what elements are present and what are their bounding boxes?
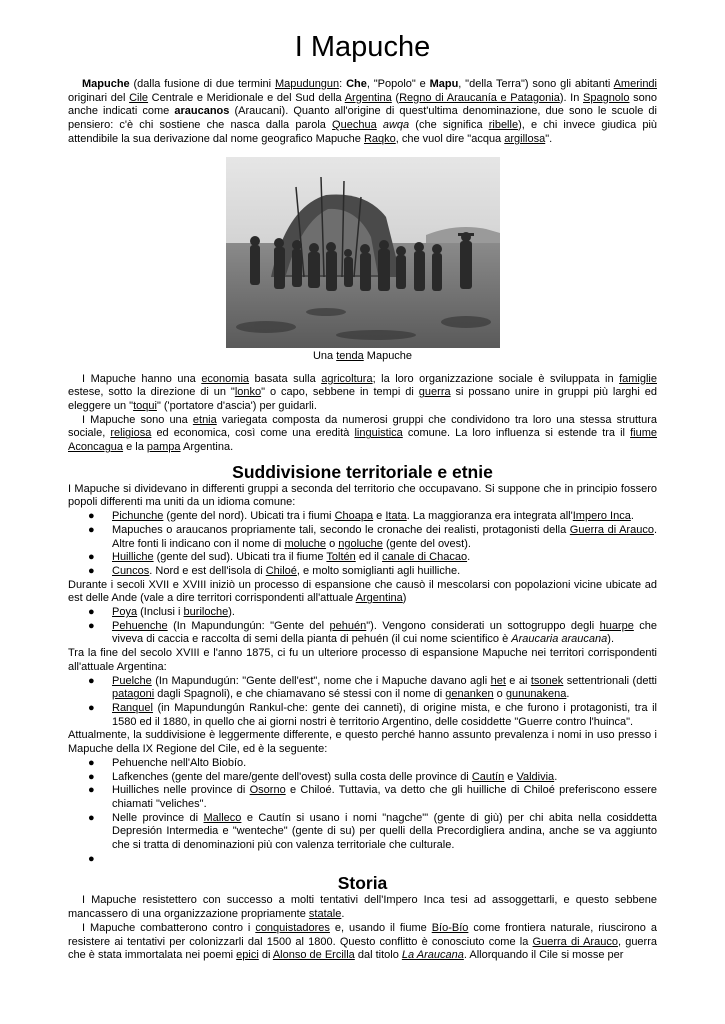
text-run: "). Vengono considerati un sottogruppo degli (366, 619, 600, 632)
text-run: (Inclusi i (137, 606, 184, 619)
wiki-link[interactable]: Ranquel (112, 701, 153, 714)
bullet-icon: ● (88, 784, 95, 797)
text-run: ). (228, 606, 235, 619)
text-run: Mapu (429, 78, 459, 90)
text-run: . (630, 510, 634, 523)
text-run: : (339, 78, 347, 90)
list-item (68, 812, 657, 853)
text-run: e la (123, 441, 147, 454)
text-run: Mapuche (363, 349, 413, 362)
groups-list-2 (68, 606, 657, 647)
text-run: ". (545, 132, 553, 145)
text-run: . Nord e est dell'isola di (149, 564, 266, 577)
section-heading-history: Storia (337, 873, 388, 894)
list-item (68, 853, 657, 867)
wiki-link[interactable]: Choapa (334, 510, 374, 523)
wiki-link[interactable]: linguistica (354, 427, 403, 440)
wiki-link[interactable]: Cautín (471, 770, 505, 783)
wiki-link[interactable]: pampa (146, 441, 181, 454)
text-run: (gente del ovest). (382, 537, 471, 550)
text-run: Mapuche (82, 78, 130, 90)
text-run: basata sulla (249, 372, 322, 385)
wiki-link[interactable]: ribelle (488, 119, 519, 132)
text-run: e (373, 510, 386, 523)
bullet-icon: ● (88, 701, 95, 714)
text-run: o (493, 688, 506, 701)
list-item (68, 784, 657, 811)
wiki-link[interactable]: gununakena (505, 688, 567, 701)
current-division-paragraph: Attualmente, la suddivisione è leggermente differente, e questo perché hanno assunto prevalenza i nomi in uso presso i Mapuche della IX Regione del Cile, ed è la seguente: (68, 729, 657, 756)
text-run: ( (391, 91, 400, 104)
bullet-icon: ● (88, 756, 95, 769)
text-run: I Mapuche combatterono contro i (82, 921, 256, 934)
text-run: Nelle province di (112, 811, 204, 824)
text-run: , che vuol dire "acqua (395, 132, 505, 145)
text-run: e ai (505, 674, 531, 687)
text-run: dal titolo (354, 949, 402, 962)
text-run: comune. La loro influenza si estende tra il (402, 427, 631, 440)
wiki-link[interactable]: La Araucana (401, 949, 464, 962)
wiki-link[interactable]: argillosa (504, 132, 546, 145)
list-item (68, 510, 657, 524)
text-run: ). (607, 633, 615, 646)
wiki-link[interactable]: canale di Chacao (382, 551, 468, 564)
territory-lead-paragraph: I Mapuche si dividevano in differenti gruppi a seconda del territorio che occupavano. Si suppone che in principio fossero popoli differenti ma uniti da un idioma comune: (68, 482, 657, 509)
list-item (68, 620, 657, 647)
wiki-link[interactable]: lonko (234, 386, 262, 399)
text-run: Lafkenches (gente del mare/gente dell'ovest) sulla costa delle province di (112, 770, 472, 783)
text-run: I Mapuche sono una (82, 413, 193, 426)
wiki-link[interactable]: Poya (112, 606, 138, 619)
wiki-link[interactable]: toqui (133, 399, 157, 412)
text-run: (in Mapundungún Rankul-che: gente dei canneti), di origine mista, e che furono i protagonisti, tra il 1580 ed il 1880, in quello che ai giorni nostri è territorio Argentino, delle cosiddette "Guerre contro l'huinca". (112, 701, 657, 728)
text-run: di (258, 949, 273, 962)
text-run: . La maggioranza era integrata all' (406, 510, 573, 523)
wiki-link[interactable]: tsonek (530, 674, 564, 687)
bullet-icon: ● (88, 523, 95, 536)
text-run: o (326, 537, 339, 550)
wiki-link[interactable]: Spagnolo (583, 91, 630, 104)
text-run: Centrale e Meridionale e del Sud della (148, 91, 345, 104)
text-run: I Mapuche hanno una (82, 372, 202, 385)
text-run: e, usando il fiume (329, 921, 432, 934)
wiki-link[interactable]: Valdivia (516, 770, 555, 783)
text-run: I Mapuche resistettero con successo a molti tentativi dell'Impero Inca tesi ad assoggettarli, e questo sebbene mancassero di una organizzazione propriamente (68, 894, 657, 921)
text-run: . (467, 551, 471, 564)
expansion-paragraph-1 (68, 579, 657, 606)
wiki-link[interactable]: Argentina (344, 91, 392, 104)
wiki-link[interactable]: Puelche (112, 674, 152, 687)
text-run: (Araucani). Quanto all'origine di quest'ultima denominazione, due sono le scuole di pensiero: c'è chi sostiene che nasca dalla parola (68, 105, 657, 132)
text-run: si possano unire in gruppi più larghi ed eleggere un " (68, 386, 657, 412)
text-run: che viveva di caccia e raccolta di semi della pianta di pehuén (il cui nome scientifico è (112, 619, 657, 646)
wiki-link[interactable]: guerra (418, 386, 451, 399)
history-paragraph-1 (68, 894, 657, 921)
wiki-link[interactable]: Mapudungun (274, 78, 340, 90)
text-run: Pehuenche nell'Alto Biobío. (112, 756, 247, 769)
wiki-link[interactable]: het (490, 674, 506, 687)
wiki-link[interactable]: Raqko (363, 132, 396, 145)
bullet-icon: ● (88, 852, 95, 865)
text-run: Mapuches o araucanos propriamente tali, secondo le cronache dei realisti, protagonisti della (112, 523, 570, 536)
wiki-link[interactable]: religiosa (110, 427, 152, 440)
bullet-icon: ● (88, 564, 95, 577)
wiki-link[interactable]: agricoltura (321, 372, 373, 385)
wiki-link[interactable]: genanken (445, 688, 494, 701)
text-run: ; la loro organizzazione sociale è sviluppata in (372, 372, 620, 385)
groups-list-4 (68, 757, 657, 867)
text-run: e (504, 770, 517, 783)
wiki-link[interactable]: Quechua (332, 119, 377, 132)
text-run: (gente del nord). Ubicati tra i fiumi (163, 510, 335, 523)
wiki-link[interactable]: Pehuenche (112, 619, 168, 632)
wiki-link[interactable]: Cile (129, 91, 149, 104)
section-heading-territory: Suddivisione territoriale e etnie (232, 461, 493, 482)
groups-list-1 (68, 510, 657, 579)
text-run: dagli Spagnoli), e che chiamavano sé stessi con il nome di (154, 688, 446, 701)
expansion-paragraph-2: Tra la fine del secolo XVIII e l'anno 1875, ci fu un ulteriore processo di espansione Mapuche nei territori corrispondenti all'attuale Argentina: (68, 647, 657, 673)
text-run: estese, sotto la direzione di un " (68, 386, 235, 399)
text-run: " ('portatore d'ascia') per guidarli. (156, 399, 317, 412)
figure (226, 157, 500, 363)
wiki-link[interactable]: Osorno (249, 784, 286, 797)
wiki-link[interactable]: conquistadores (255, 921, 330, 934)
text-run: originari del (68, 91, 130, 104)
list-item (68, 565, 657, 579)
ethnicity-paragraph (68, 414, 657, 455)
mapuche-tent-photo (226, 157, 500, 348)
wiki-link[interactable]: patagoni (112, 688, 155, 701)
wiki-link[interactable]: Itata (385, 510, 407, 523)
wiki-link[interactable]: economia (201, 372, 250, 385)
economy-paragraph (68, 373, 657, 414)
text-run: " o capo, sebbene in tempi di (261, 386, 419, 399)
wiki-link[interactable]: moluche (284, 537, 327, 550)
intro-paragraph (68, 78, 657, 147)
bullet-icon: ● (88, 674, 95, 687)
wiki-link[interactable]: Pichunche (112, 510, 164, 523)
text-run: ) (402, 592, 407, 605)
wiki-link[interactable]: tenda (336, 349, 364, 362)
wiki-link[interactable]: Alonso de Ercilla (272, 949, 355, 962)
bullet-icon: ● (88, 510, 95, 523)
text-run: araucanos (174, 105, 230, 118)
bullet-icon: ● (88, 770, 95, 783)
text-run: Durante i secoli XVII e XVIII iniziò un processo di espansione che causò il mescolarsi con popolazioni vicine ubicate ad est delle Ande (vale a dire territori corrispondenti all'attuale (68, 578, 657, 605)
text-run: (In Mapundugún: "Gente dell'est", nome che i Mapuche davano agli (151, 674, 491, 687)
text-run: (dalla fusione di due termini (129, 78, 275, 90)
text-run: , "Popolo" e (366, 78, 430, 90)
document-page (68, 30, 657, 963)
list-item (68, 757, 657, 771)
list-item (68, 551, 657, 565)
text-run: , "della Terra") sono gli abitanti (458, 78, 614, 90)
page-title: I Mapuche (294, 31, 431, 63)
list-item (68, 606, 657, 620)
text-run: (che significa (409, 119, 489, 132)
wiki-link[interactable]: etnia (192, 413, 217, 426)
wiki-link[interactable]: Huilliche (112, 551, 154, 564)
wiki-link[interactable]: huarpe (599, 619, 634, 632)
wiki-link[interactable]: pehuén (329, 619, 367, 632)
text-run: ed economica, così come una eredità (151, 427, 355, 440)
text-run: ed il (355, 551, 383, 564)
text-run: come frontiera naturale, riuscirono a resistere ai tentativi per colonizzarli dal 1500 al 1800. Questo conflitto è conosciuto come la (68, 921, 657, 948)
list-item (68, 702, 657, 729)
text-run: . Allorquando il Cile si mosse per (463, 949, 624, 962)
wiki-link[interactable]: buriloche (183, 606, 229, 619)
groups-list-3 (68, 675, 657, 730)
wiki-link[interactable]: Bío-Bío (431, 921, 469, 934)
bullet-icon: ● (88, 619, 95, 632)
wiki-link[interactable]: Malleco (203, 811, 242, 824)
text-run: awqa (382, 119, 410, 132)
text-run: . (341, 908, 345, 921)
text-run: ), e chi invece giudica più attendibile la sua derivazione dal nome geografico Mapuche (68, 119, 658, 145)
text-run: . Altre fonti li indicano con il nome di (112, 523, 657, 550)
text-run: Che (346, 78, 367, 90)
text-run: Argentina. (180, 441, 234, 454)
text-run: (gente del sud). Ubicati tra il fiume (153, 551, 327, 564)
wiki-link[interactable]: Chiloé (265, 564, 297, 577)
text-run: variegata composta da numerosi gruppi che condividono tra loro una stessa struttura sociale, (68, 413, 657, 440)
wiki-link[interactable]: statale (308, 908, 342, 921)
list-item (68, 675, 657, 702)
wiki-link[interactable]: Guerra di Arauco (569, 523, 654, 536)
text-run: settentrionali (detti (563, 674, 657, 687)
wiki-link[interactable]: Impero Inca (572, 510, 631, 523)
bullet-icon: ● (88, 551, 95, 564)
text-run: Huilliches nelle province di (112, 784, 250, 797)
wiki-link[interactable]: fiume Aconcagua (68, 427, 657, 454)
text-run: e Cautín si usano i nomi "nagche"' (gente di giù) per chi abita nella cosiddetta Depresión Intermedia e "wenteche" (gente di su) per quelli della Precordigliera andina, anche se va aggiunto che si tratta di denominazioni più con valenza territoriale che culturale. (112, 811, 657, 852)
text-run: , guerra che è stata immortalata nei poemi (68, 935, 657, 962)
list-item (68, 524, 657, 551)
wiki-link[interactable]: Toltén (326, 551, 356, 564)
wiki-link[interactable]: epici (236, 949, 259, 962)
text-run: , e molto somiglianti agli huilliche. (296, 564, 461, 577)
wiki-link[interactable]: Regno di Araucanía e Patagonia (399, 91, 560, 104)
text-run: . (554, 770, 558, 783)
history-paragraph-2 (68, 922, 657, 963)
wiki-link[interactable]: famiglie (619, 372, 657, 385)
text-run: sono anche indicati come (68, 91, 657, 118)
text-run: (In Mapundungún: "Gente del (167, 619, 330, 632)
bullet-icon: ● (88, 811, 95, 824)
list-item (68, 771, 657, 785)
wiki-link[interactable]: Guerra di Arauco (532, 935, 618, 948)
wiki-link[interactable]: Argentina (355, 592, 403, 605)
wiki-link[interactable]: Amerindi (613, 78, 657, 90)
wiki-link[interactable]: Cuncos (112, 564, 150, 577)
text-run: ). In (559, 91, 583, 104)
wiki-link[interactable]: ngoluche (338, 537, 383, 550)
text-run: Araucaria araucana (511, 633, 608, 646)
text-run: e Chiloé. Tuttavia, va detto che gli huilliche di Chiloé preferiscono essere chiamati "veliches". (112, 784, 657, 810)
text-run: Una (312, 349, 337, 362)
bullet-icon: ● (88, 606, 95, 619)
figure-caption (226, 350, 500, 363)
text-run: . (566, 688, 570, 701)
